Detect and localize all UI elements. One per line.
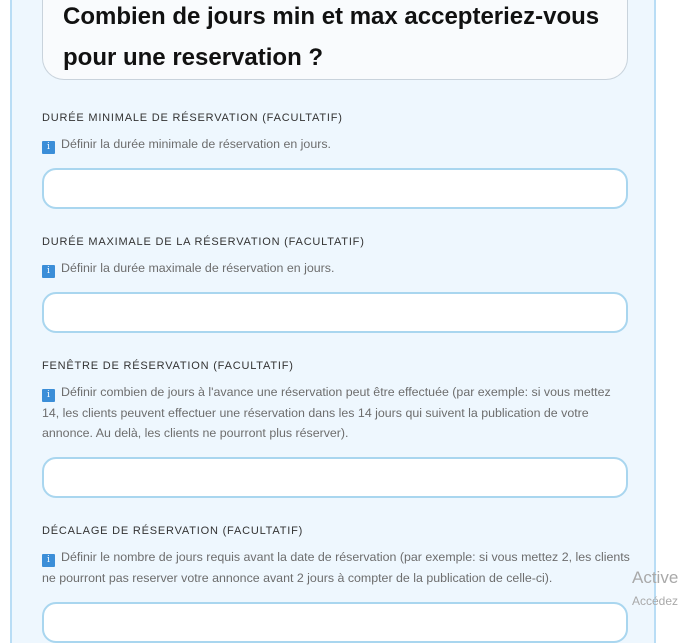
booking-offset-hint bbox=[42, 547, 630, 588]
info-icon: i bbox=[42, 265, 55, 278]
booking-window-label: FENÊTRE DE RÉSERVATION (FACULTATIF) bbox=[42, 360, 294, 372]
booking-window-input[interactable] bbox=[42, 457, 628, 498]
booking-offset-input[interactable] bbox=[42, 602, 628, 643]
booking-window-hint bbox=[42, 382, 630, 444]
max-duration-hint bbox=[42, 258, 630, 279]
min-duration-hint bbox=[42, 134, 630, 155]
form-panel bbox=[10, 0, 656, 643]
max-duration-input[interactable] bbox=[42, 292, 628, 333]
question-title: Combien de jours min et max accepteriez-vous pour une reservation ? bbox=[63, 3, 600, 71]
min-duration-input[interactable] bbox=[42, 168, 628, 209]
booking-window-hint-text: Définir combien de jours à l'avance une réservation peut être effectuée (par exemple: si vous mettez 14, les clients peuvent effectuer une réservation dans les 14 jours qui suivent la publication de votre annonce. Au delà, les clients ne pourront plus réserver). bbox=[42, 385, 611, 440]
info-icon: i bbox=[42, 389, 55, 402]
booking-offset-label: DÉCALAGE DE RÉSERVATION (FACULTATIF) bbox=[42, 525, 304, 537]
min-duration-hint-text: Définir la durée minimale de réservation en jours. bbox=[61, 137, 331, 151]
info-icon: i bbox=[42, 141, 55, 154]
activation-watermark-subtitle: Accédez bbox=[632, 594, 679, 608]
max-duration-label: DURÉE MAXIMALE DE LA RÉSERVATION (FACULTATIF) bbox=[42, 236, 365, 248]
max-duration-hint-text: Définir la durée maximale de réservation en jours. bbox=[61, 261, 335, 275]
activation-watermark-title: Active bbox=[632, 568, 679, 587]
booking-offset-hint-text: Définir le nombre de jours requis avant la date de réservation (par exemple: si vous mettez 2, les clients ne pourront pas reserver votre annonce avant 2 jours à compter de la publication de celle-ci). bbox=[42, 550, 630, 585]
min-duration-label: DURÉE MINIMALE DE RÉSERVATION (FACULTATIF) bbox=[42, 112, 343, 124]
info-icon: i bbox=[42, 554, 55, 567]
question-card bbox=[42, 0, 628, 80]
